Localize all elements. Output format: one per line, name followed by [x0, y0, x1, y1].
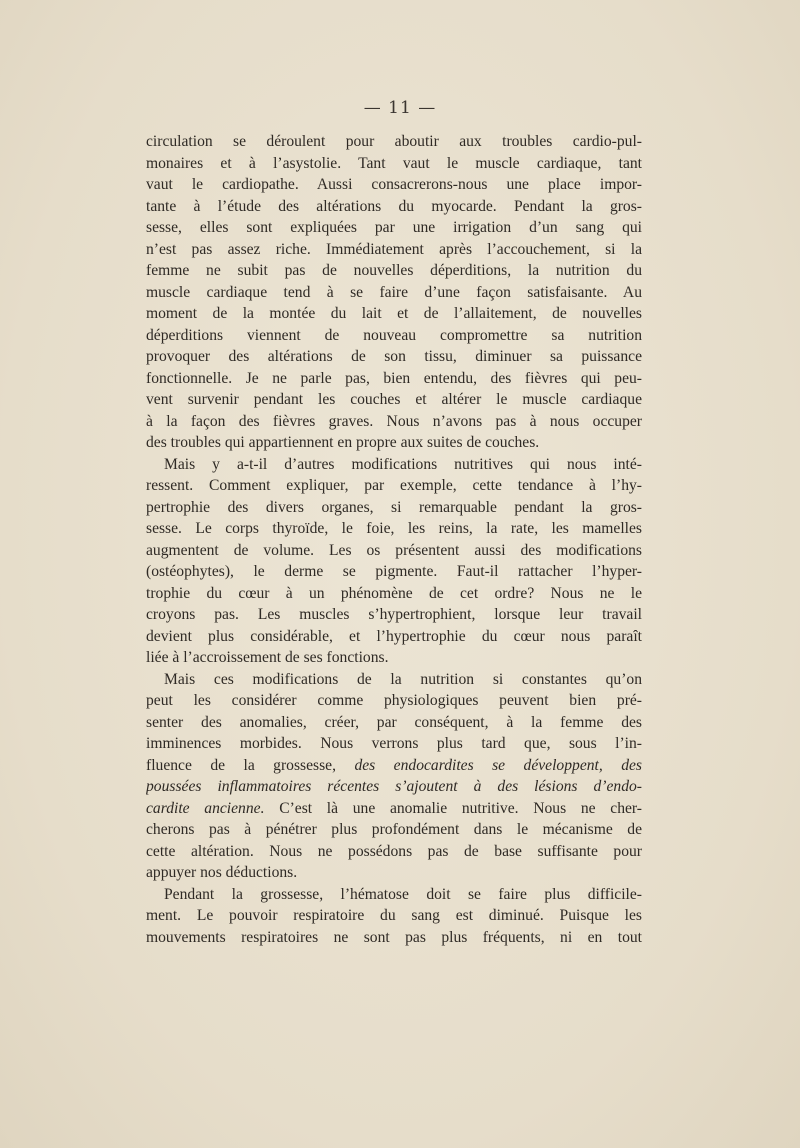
italic-fragment: poussées — [146, 778, 202, 795]
paragraph-2 — [146, 454, 642, 669]
text-line: circulation se déroulent pour aboutir aux troubles cardio-pul- — [146, 133, 642, 150]
text-line: appuyer nos déductions. — [146, 864, 298, 881]
text-line: peut les considérer comme physiologiques peuvent bien pré- — [146, 692, 642, 709]
text-line: n’est pas assez riche. Immédiatement après l’accouchement, si la — [146, 240, 642, 258]
text-line: déperditions viennent de nouveau compromettre sa nutrition — [146, 326, 642, 344]
text-line: ressent. Comment expliquer, par exemple, cette tendance à l’hy- — [146, 477, 642, 494]
text-line: à la façon des fièvres graves. Nous n’avons pas à nous occuper — [146, 412, 642, 430]
paragraph-3 — [146, 669, 642, 884]
text-line: Mais y a-t-il d’autres modifications nutritives qui nous inté- — [164, 455, 642, 473]
text-line: croyons pas. Les muscles s’hypertrophient, lorsque leur travail — [146, 606, 642, 623]
text-line: augmentent de volume. Les os présentent aussi des modifications — [146, 541, 642, 559]
text-line: Pendant la grossesse, l’hématose doit se faire plus difficile- — [164, 885, 642, 903]
text-line: liée à l’accroissement de ses fonctions. — [146, 649, 389, 666]
italic-fragment: cardite ancienne. — [146, 799, 265, 817]
text-fragment: fluence de la grossesse, — [146, 756, 336, 774]
text-line: femme ne subit pas de nouvelles déperditions, la nutrition du — [146, 262, 642, 279]
text-line: vent survenir pendant les couches et altérer le muscle cardiaque — [146, 391, 642, 408]
text-line-mixed — [146, 776, 642, 798]
text-line: monaires et à l’asystolie. Tant vaut le muscle cardiaque, tant — [146, 154, 642, 172]
text-line: pertrophie des divers organes, si remarquable pendant la gros- — [146, 498, 642, 516]
text-line: ment. Le pouvoir respiratoire du sang est diminué. Puisque les — [146, 907, 642, 924]
paragraph-4 — [146, 884, 642, 949]
text-line: vaut le cardiopathe. Aussi consacrerons-nous une place impor- — [146, 176, 642, 193]
text-line-mixed — [146, 755, 642, 777]
text-line-mixed — [146, 798, 642, 820]
text-line: trophie du cœur à un phénomène de cet ordre? Nous ne le — [146, 584, 642, 602]
text-line: devient plus considérable, et l’hypertrophie du cœur nous paraît — [146, 627, 642, 645]
italic-fragment: des endocardites se développent, des — [354, 756, 642, 774]
page-number: — 11 — — [363, 98, 437, 118]
text-line: mouvements respiratoires ne sont pas plus fréquents, ni en tout — [146, 928, 642, 946]
text-line: senter des anomalies, créer, par conséquent, à la femme des — [146, 713, 642, 731]
text-line: imminences morbides. Nous verrons plus tard que, sous l’in- — [146, 735, 642, 752]
text-line: sesse. Le corps thyroïde, le foie, les reins, la rate, les mamelles — [146, 520, 642, 537]
text-line: cette altération. Nous ne possédons pas de base suffisante pour — [146, 842, 642, 860]
body-text — [146, 131, 642, 948]
text-line: fonctionnelle. Je ne parle pas, bien entendu, des fièvres qui peu- — [146, 369, 642, 387]
text-line: cherons pas à pénétrer plus profondément dans le mécanisme de — [146, 821, 642, 838]
text-line: Mais ces modifications de la nutrition si constantes qu’on — [164, 670, 642, 688]
text-fragment: C’est là une anomalie nutritive. Nous ne cher- — [279, 799, 642, 817]
text-line: tante à l’étude des altérations du myocarde. Pendant la gros- — [146, 197, 642, 215]
text-line: des troubles qui appartiennent en propre aux suites de couches. — [146, 434, 540, 451]
text-line: (ostéophytes), le derme se pigmente. Faut-il rattacher l’hyper- — [146, 563, 642, 580]
italic-fragment: inflammatoires récentes s’ajoutent à des lésions d’endo- — [217, 778, 642, 795]
text-line: muscle cardiaque tend à se faire d’une façon satisfaisante. Au — [146, 283, 642, 301]
text-line: moment de la montée du lait et de l’allaitement, de nouvelles — [146, 305, 642, 322]
paragraph-1 — [146, 131, 642, 454]
text-line: provoquer des altérations de son tissu, diminuer sa puissance — [146, 348, 642, 365]
text-line: sesse, elles sont expliquées par une irrigation d’un sang qui — [146, 219, 642, 236]
